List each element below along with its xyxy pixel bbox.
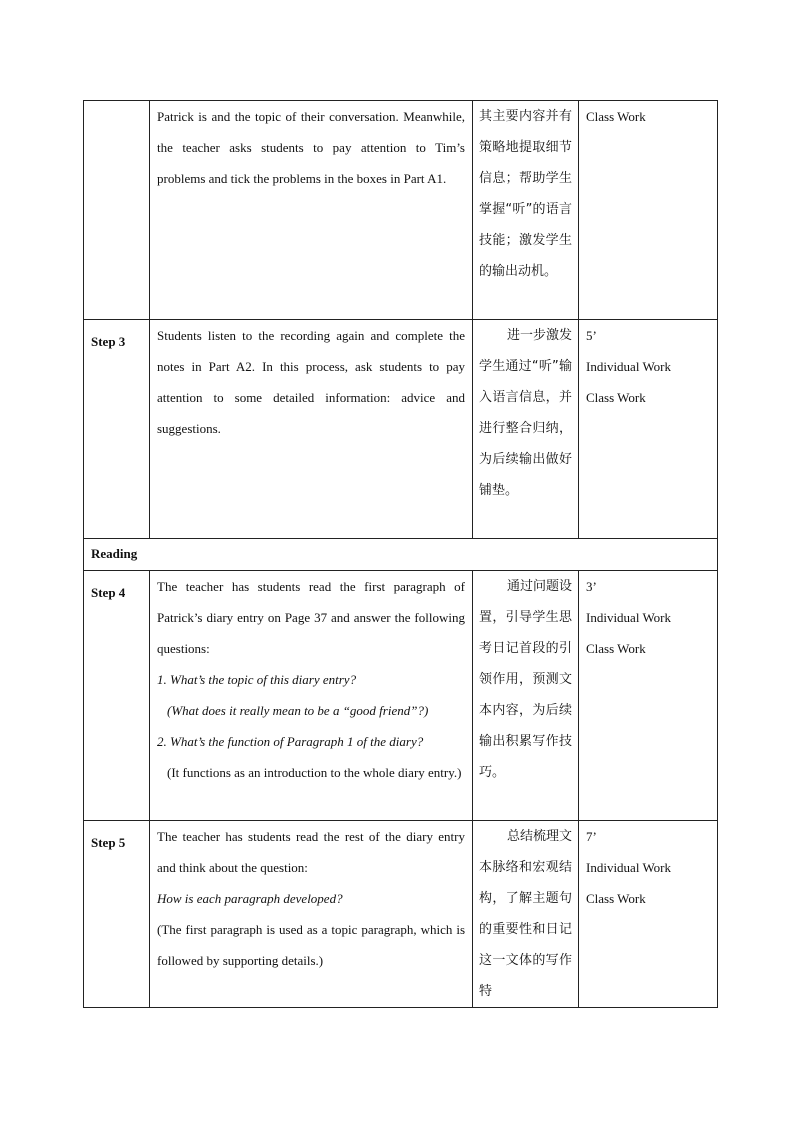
table-row: [84, 101, 718, 320]
activity-cell: [579, 571, 718, 821]
procedure-text: The teacher has students read the rest of the diary entry and think about the question:: [157, 829, 465, 875]
question-text: 1. What’s the topic of this diary entry?: [157, 672, 357, 687]
question-text: 2. What’s the function of Paragraph 1 of the diary?: [157, 734, 424, 749]
procedure-cell: [150, 320, 473, 539]
answer-text: (It functions as an introduction to the whole diary entry.): [167, 765, 462, 780]
mode-text: Class Work: [586, 891, 646, 906]
purpose-text: 其主要内容并有策略地提取细节信息；帮助学生掌握“听”的语言技能；激发学生的输出动机。: [479, 109, 572, 279]
procedure-cell: [150, 571, 473, 821]
table-row: [84, 320, 718, 539]
activity-cell: [579, 821, 718, 1008]
procedure-text: Students listen to the recording again and complete the notes in Part A2. In this process, ask students to pay attention to some detailed information: advice and suggestions.: [157, 328, 465, 436]
purpose-cell: [473, 571, 579, 821]
time-text: 7’: [586, 829, 597, 844]
purpose-text: 总结梳理文本脉络和宏观结构，了解主题句的重要性和日记这一文体的写作特: [479, 829, 573, 999]
lesson-plan-table: [83, 100, 718, 1008]
procedure-text: The teacher has students read the first paragraph of Patrick’s diary entry on Page 37 and answer the following questions:: [157, 579, 465, 656]
question-text: How is each paragraph developed?: [157, 891, 343, 906]
answer-text: (The first paragraph is used as a topic paragraph, which is followed by supporting details.): [157, 922, 465, 968]
purpose-cell: [473, 821, 579, 1008]
table-row: [84, 821, 718, 1008]
purpose-cell: [473, 320, 579, 539]
mode-text: Individual Work: [586, 359, 672, 374]
step-cell: Step 5: [84, 821, 150, 1008]
table-row: [84, 571, 718, 821]
mode-text: Class Work: [586, 641, 646, 656]
time-text: 5’: [586, 328, 597, 343]
mode-text: Class Work: [586, 390, 646, 405]
procedure-cell: [150, 101, 473, 320]
mode-text: Individual Work: [586, 860, 672, 875]
procedure-cell: [150, 821, 473, 1008]
section-heading: Reading: [84, 539, 718, 571]
step-cell: [84, 101, 150, 320]
purpose-text: 通过问题设置，引导学生思考日记首段的引领作用，预测文本内容，为后续输出积累写作技巧。: [479, 579, 573, 780]
step-cell: Step 4: [84, 571, 150, 821]
answer-text: (What does it really mean to be a “good friend”?): [167, 703, 429, 718]
section-row: [84, 539, 718, 571]
purpose-cell: [473, 101, 579, 320]
step-cell: Step 3: [84, 320, 150, 539]
purpose-text: 进一步激发学生通过“听”输入语言信息，并进行整合归纳，为后续输出做好铺垫。: [479, 328, 573, 498]
activity-cell: [579, 320, 718, 539]
activity-cell: [579, 101, 718, 320]
mode-text: Individual Work: [586, 610, 672, 625]
procedure-text: Patrick is and the topic of their conversation. Meanwhile, the teacher asks students to pay attention to Tim’s problems and tick the problems in the boxes in Part A1.: [157, 109, 465, 186]
time-text: 3’: [586, 579, 597, 594]
mode-text: Class Work: [586, 109, 646, 124]
